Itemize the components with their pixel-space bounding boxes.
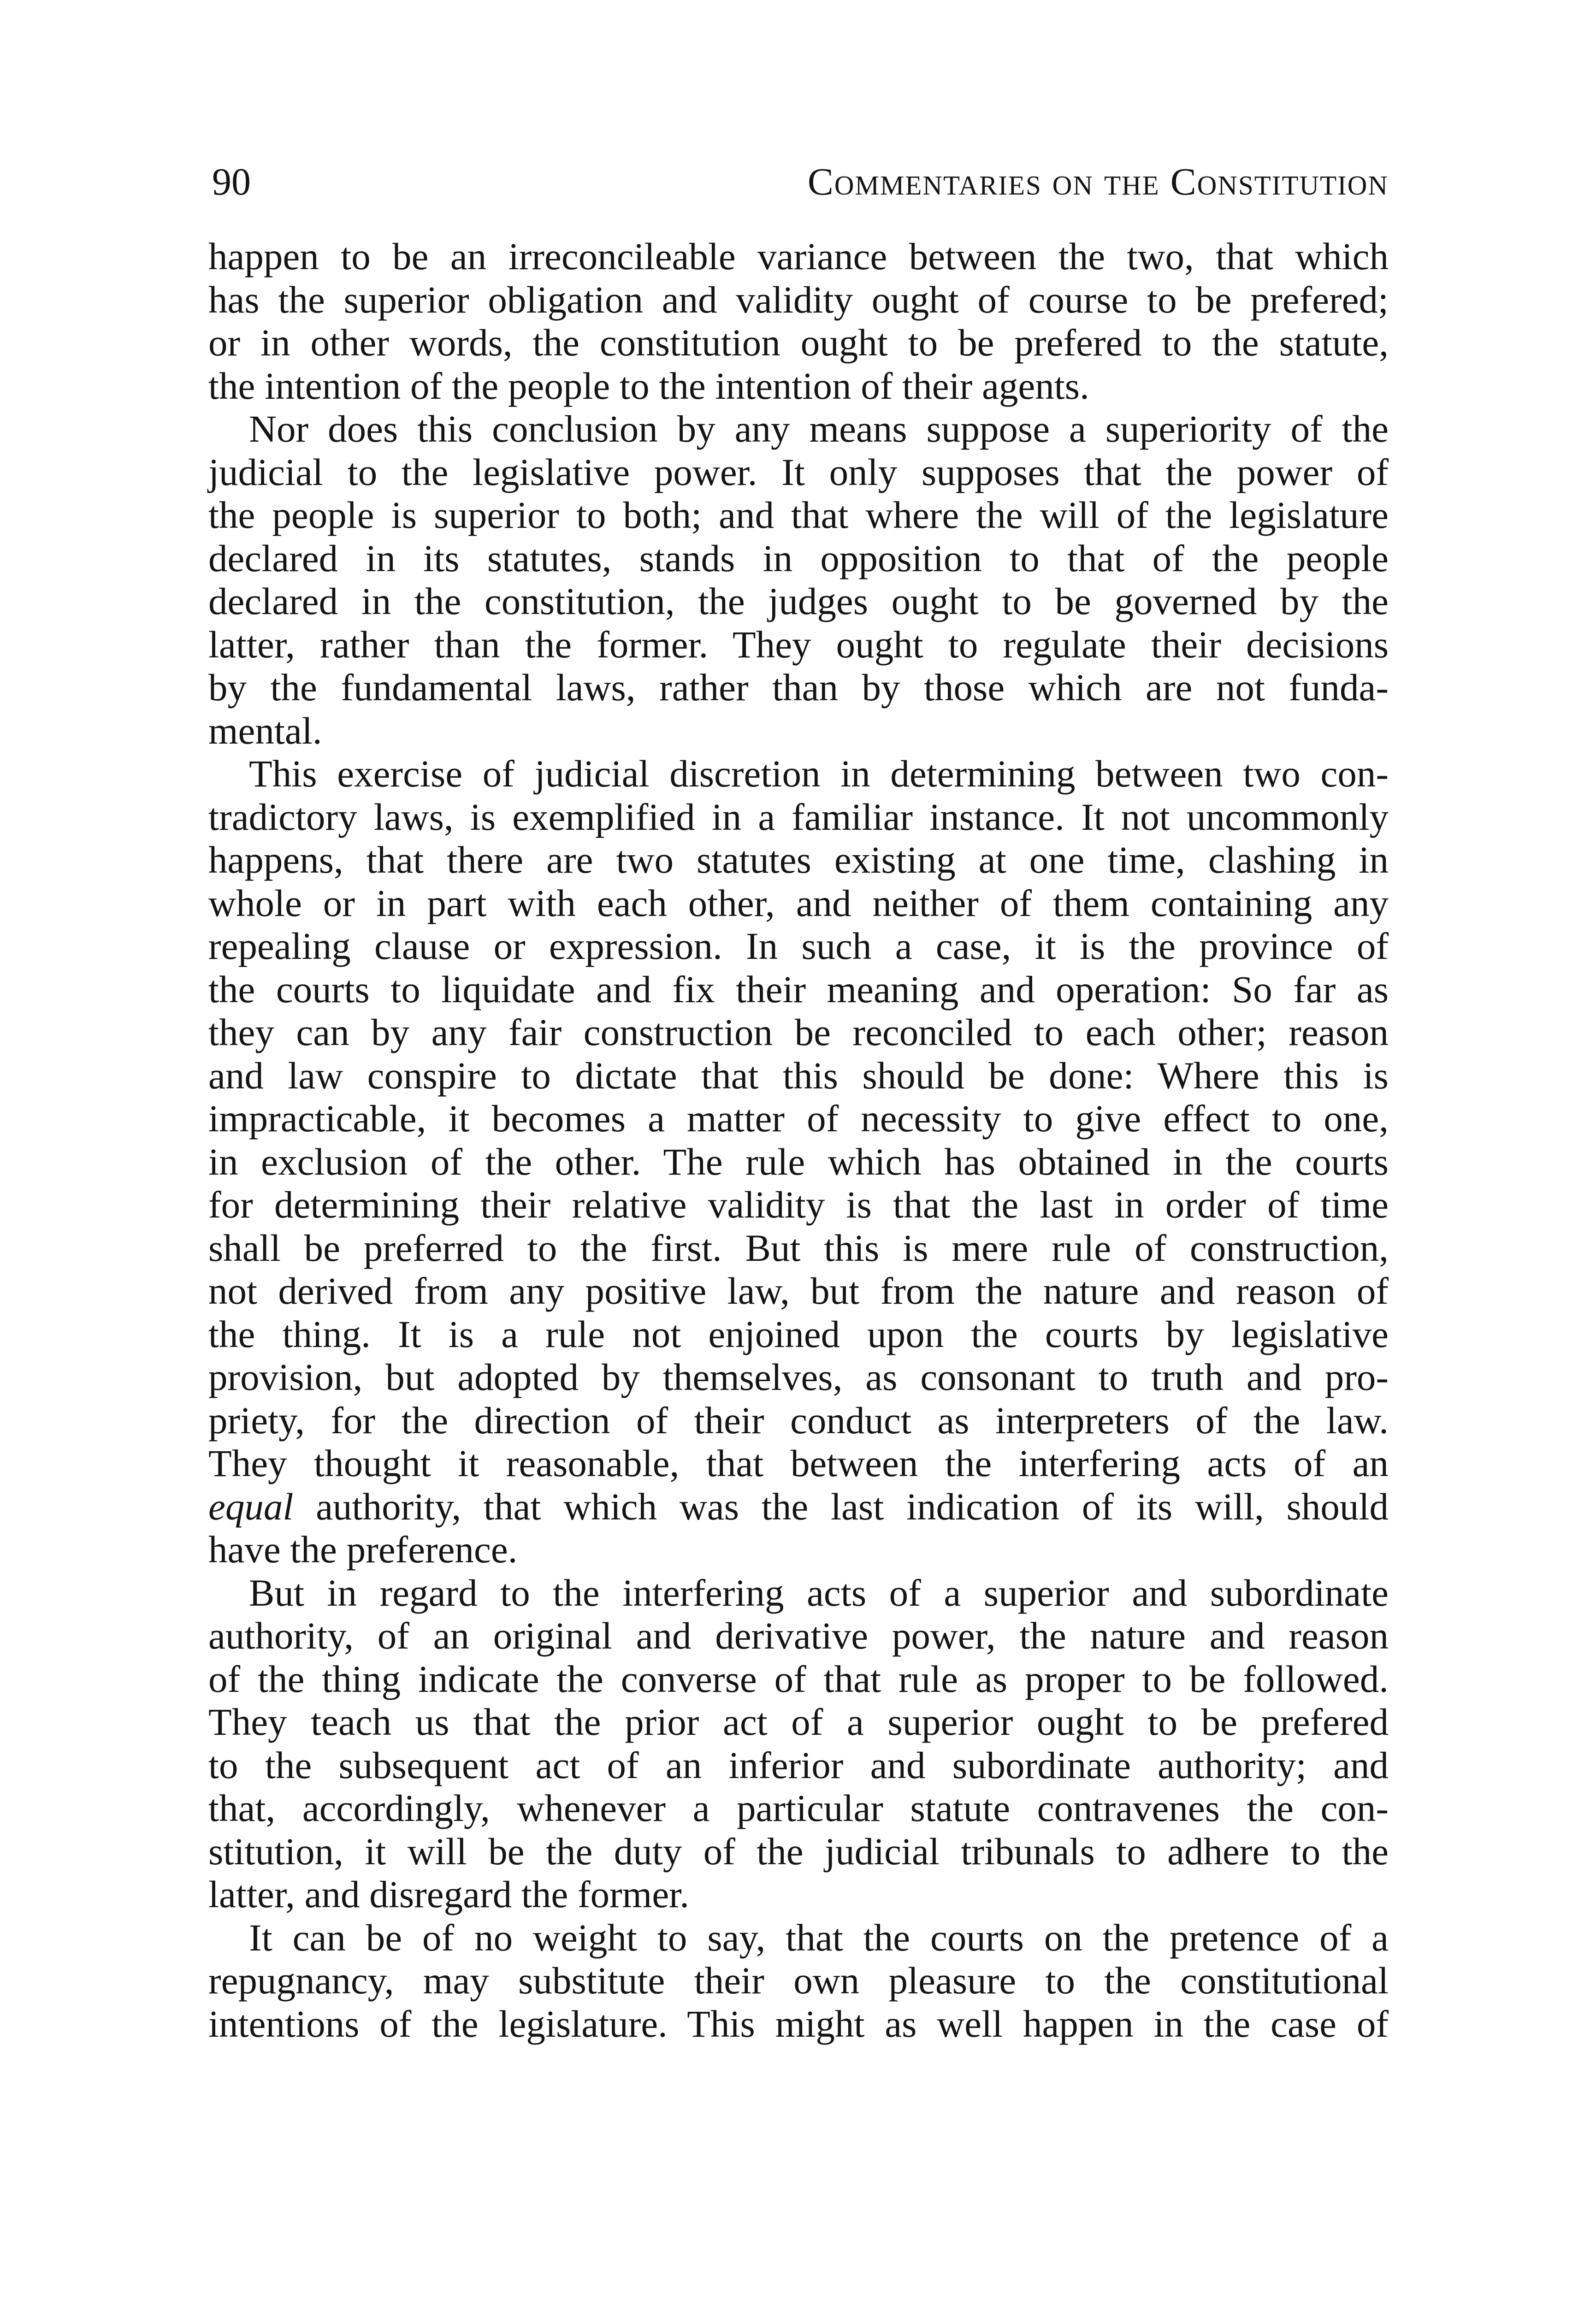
text-line: the intention of the people to the intention of their agents.: [208, 364, 1089, 407]
paragraph-5: [208, 1916, 1389, 2046]
text-line: Nor does this conclusion by any means suppose a superiority of the: [249, 408, 1389, 450]
text-line: the thing. It is a rule not enjoined upon the courts by legislative: [208, 1312, 1389, 1355]
text-line: This exercise of judicial discretion in determining between two con-: [249, 752, 1389, 795]
text-line: judicial to the legislative power. It only supposes that the power of: [208, 450, 1389, 493]
text-line: to the subsequent act of an inferior and subordinate authority; and: [208, 1744, 1389, 1786]
text-line: declared in the constitution, the judges ought to be governed by the: [208, 580, 1389, 622]
text-line: they can by any fair construction be reconciled to each other; reason: [208, 1011, 1389, 1053]
page-number: 90: [212, 160, 251, 203]
text-line: But in regard to the interfering acts of a superior and subordinate: [249, 1571, 1389, 1614]
text-line: intentions of the legislature. This might as well happen in the case of: [208, 2002, 1389, 2045]
text-line: repealing clause or expression. In such a case, it is the province of: [208, 925, 1389, 967]
text-line: tradictory laws, is exemplified in a familiar instance. It not uncommonly: [208, 795, 1389, 838]
paragraph-3: [208, 752, 1389, 1572]
paragraph-4: [208, 1572, 1389, 1916]
text-line-rest: authority, that which was the last indication of its will, should: [293, 1485, 1389, 1528]
text-line: the people is superior to both; and that where the will of the legislature: [208, 494, 1389, 536]
text-line: happen to be an irreconcileable variance between the two, that which: [208, 235, 1389, 278]
body-text: [208, 235, 1389, 2045]
paragraph-2: [208, 408, 1389, 752]
emphasis-equal: equal: [208, 1485, 294, 1528]
text-line: shall be preferred to the first. But this is mere rule of construction,: [208, 1226, 1389, 1269]
text-line: repugnancy, may substitute their own pleasure to the constitutional: [208, 1959, 1389, 2002]
text-line: It can be of no weight to say, that the courts on the pretence of a: [249, 1916, 1389, 1959]
text-line: declared in its statutes, stands in opposition to that of the people: [208, 537, 1389, 579]
text-line: latter, and disregard the former.: [208, 1873, 689, 1915]
text-line: mental.: [208, 709, 322, 752]
text-line: priety, for the direction of their conduct as interpreters of the law.: [208, 1399, 1389, 1442]
text-line: latter, rather than the former. They ought to regulate their decisions: [208, 623, 1389, 666]
text-line: They thought it reasonable, that between the interfering acts of an: [208, 1442, 1389, 1484]
running-title: Commentaries on the Constitution: [807, 160, 1389, 203]
text-line: of the thing indicate the converse of that rule as proper to be followed.: [208, 1657, 1389, 1700]
text-line-with-emphasis: [208, 1485, 1389, 1529]
book-page: [208, 157, 1389, 2045]
text-line: provision, but adopted by themselves, as consonant to truth and pro-: [208, 1356, 1389, 1398]
text-line: has the superior obligation and validity ought of course to be prefered;: [208, 278, 1389, 321]
text-line: the courts to liquidate and fix their meaning and operation: So far as: [208, 968, 1389, 1011]
running-head: [208, 157, 1389, 207]
text-line: have the preference.: [208, 1528, 518, 1571]
text-line: happens, that there are two statutes existing at one time, clashing in: [208, 839, 1389, 881]
text-line: stitution, it will be the duty of the judicial tribunals to adhere to the: [208, 1830, 1389, 1873]
text-line: and law conspire to dictate that this should be done: Where this is: [208, 1054, 1389, 1097]
text-line: or in other words, the constitution ought to be prefered to the statute,: [208, 321, 1389, 364]
text-line: that, accordingly, whenever a particular statute contravenes the con-: [208, 1787, 1389, 1829]
text-line: They teach us that the prior act of a superior ought to be prefered: [208, 1701, 1389, 1743]
text-line: for determining their relative validity is that the last in order of time: [208, 1183, 1389, 1226]
text-line: not derived from any positive law, but from the nature and reason of: [208, 1270, 1389, 1312]
paragraph-1: [208, 235, 1389, 408]
text-line: in exclusion of the other. The rule which has obtained in the courts: [208, 1140, 1389, 1183]
text-line: by the fundamental laws, rather than by those which are not funda-: [208, 666, 1389, 709]
text-line: authority, of an original and derivative power, the nature and reason: [208, 1614, 1389, 1657]
text-line: whole or in part with each other, and neither of them containing any: [208, 881, 1389, 924]
text-line: impracticable, it becomes a matter of necessity to give effect to one,: [208, 1097, 1389, 1140]
